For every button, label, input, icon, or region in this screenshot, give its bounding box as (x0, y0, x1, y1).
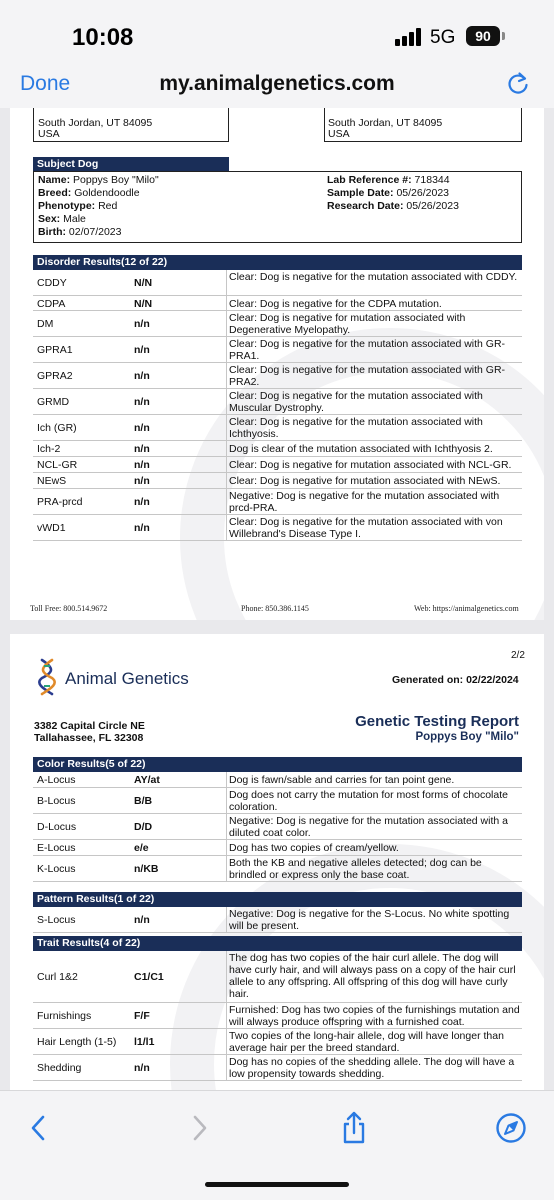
result-description: Clear: Dog is negative for the mutation associated with Muscular Dystrophy. (229, 390, 483, 414)
page-number: 2/2 (511, 650, 525, 661)
compass-icon[interactable] (494, 1111, 528, 1145)
url-label[interactable]: my.animalgenetics.com (159, 72, 395, 95)
result-row (33, 311, 522, 337)
result-genotype: n/n (134, 1062, 150, 1074)
result-name: DM (37, 318, 54, 330)
result-genotype: N/N (134, 277, 153, 289)
result-genotype: n/n (134, 422, 150, 434)
result-genotype: n/n (134, 914, 150, 926)
footer-phone: Phone: 850.386.1145 (241, 604, 309, 613)
result-description: Clear: Dog is negative for the mutation associated with GR-PRA1. (229, 338, 506, 362)
result-description: Dog does not carry the mutation for most forms of chocolate coloration. (229, 789, 508, 813)
result-name: Ich-2 (37, 443, 61, 455)
column-divider (226, 311, 227, 336)
lab-address-line2: Tallahassee, FL 32308 (34, 732, 144, 744)
result-genotype: n/n (134, 318, 150, 330)
subject-field (38, 187, 140, 199)
subject-field-label: Breed: (38, 187, 72, 199)
column-divider (226, 814, 227, 839)
subject-field (38, 226, 121, 238)
result-description: Dog is clear of the mutation associated with Ichthyosis 2. (229, 443, 493, 455)
result-row (33, 489, 522, 515)
subject-field-value: Male (63, 213, 86, 225)
result-description: The dog has two copies of the hair curl allele. The dog will have curly hair, and will always pass on a copy of the hair curl allele to any offspring. All offspring of this dog will have curly hair. (229, 952, 516, 1000)
subject-field-label: Birth: (38, 226, 66, 238)
result-row (33, 788, 522, 814)
result-description: Clear: Dog is negative for the mutation associated with GR-PRA2. (229, 364, 506, 388)
subject-field-label: Name: (38, 174, 71, 186)
result-genotype: N/N (134, 298, 153, 310)
result-row (33, 1055, 522, 1081)
owner-address-left-line2: USA (38, 128, 60, 140)
result-name: GPRA2 (37, 370, 73, 382)
reload-icon[interactable] (505, 70, 531, 98)
nav-bar (0, 66, 554, 108)
result-description: Dog is fawn/sable and carries for tan point gene. (229, 774, 455, 786)
result-description: Dog has two copies of cream/yellow. (229, 842, 399, 854)
result-row (33, 772, 522, 788)
subject-field-value: Goldendoodle (74, 187, 140, 199)
result-genotype: B/B (134, 795, 153, 807)
subject-field (327, 174, 450, 186)
result-description: Dog has no copies of the shedding allele. The dog will have a low propensity towards shedding. (229, 1056, 515, 1080)
result-genotype: n/n (134, 370, 150, 382)
subject-field-label: Phenotype: (38, 200, 96, 212)
result-description: Clear: Dog is negative for the mutation associated with Ichthyosis. (229, 416, 483, 440)
result-description: Furnished: Dog has two copies of the furnishings mutation and will always produce offspring with a furnished coat. (229, 1004, 520, 1028)
subject-field (327, 200, 459, 212)
result-description: Clear: Dog is negative for mutation associated with NCL-GR. (229, 459, 512, 471)
column-divider (226, 296, 227, 310)
column-divider (226, 951, 227, 1002)
subject-field-value: 718344 (414, 174, 450, 186)
column-divider (226, 772, 227, 787)
result-name: CDDY (37, 277, 67, 289)
result-row (33, 473, 522, 489)
report-page-2 (10, 634, 544, 1090)
result-genotype: e/e (134, 842, 149, 854)
result-genotype: AY/at (134, 774, 160, 786)
chevron-right-icon[interactable] (182, 1111, 216, 1145)
disorder-results-header: Disorder Results(12 of 22) (33, 255, 522, 270)
subject-field-value: Poppys Boy "Milo" (73, 174, 159, 186)
column-divider (226, 363, 227, 388)
subject-field (327, 187, 449, 199)
column-divider (226, 515, 227, 540)
result-name: NCL-GR (37, 459, 78, 471)
trait-results-header: Trait Results(4 of 22) (33, 936, 522, 951)
result-row (33, 1029, 522, 1055)
result-row (33, 415, 522, 441)
column-divider (226, 489, 227, 514)
result-genotype: n/n (134, 344, 150, 356)
result-name: K-Locus (37, 863, 76, 875)
result-row (33, 337, 522, 363)
column-divider (226, 1055, 227, 1080)
owner-address-left-line1: South Jordan, UT 84095 (38, 117, 153, 129)
footer-web: Web: https://animalgenetics.com (414, 604, 519, 613)
result-description: Clear: Dog is negative for the mutation associated with CDDY. (229, 271, 518, 283)
result-row (33, 363, 522, 389)
result-row (33, 907, 522, 933)
result-row (33, 856, 522, 882)
result-name: B-Locus (37, 795, 76, 807)
result-genotype: n/n (134, 496, 150, 508)
result-name: Furnishings (37, 1010, 92, 1022)
result-name: GRMD (37, 396, 70, 408)
result-name: NEwS (37, 475, 67, 487)
column-divider (226, 840, 227, 855)
subject-field-label: Lab Reference #: (327, 174, 412, 186)
subject-field-value: Red (98, 200, 118, 212)
result-genotype: C1/C1 (134, 971, 164, 983)
result-name: vWD1 (37, 522, 66, 534)
owner-address-right-line1: South Jordan, UT 84095 (328, 117, 443, 129)
result-name: Shedding (37, 1062, 82, 1074)
report-title: Genetic Testing Report (355, 713, 519, 730)
column-divider (226, 441, 227, 456)
result-name: A-Locus (37, 774, 76, 786)
result-genotype: n/KB (134, 863, 159, 875)
result-description: Clear: Dog is negative for the CDPA mutation. (229, 298, 442, 310)
chevron-left-icon[interactable] (22, 1111, 56, 1145)
result-name: Curl 1&2 (37, 971, 78, 983)
color-results-header: Color Results(5 of 22) (33, 757, 522, 772)
result-name: GPRA1 (37, 344, 73, 356)
result-genotype: n/n (134, 443, 150, 455)
result-row (33, 389, 522, 415)
result-genotype: n/n (134, 396, 150, 408)
result-row (33, 1003, 522, 1029)
battery-nub (502, 32, 505, 40)
subject-field-value: 05/26/2023 (396, 187, 450, 199)
column-divider (226, 907, 227, 932)
signal-icon (395, 28, 423, 46)
result-row (33, 270, 522, 296)
column-divider (226, 415, 227, 440)
status-bar (0, 0, 554, 66)
subject-field (38, 174, 159, 186)
result-name: S-Locus (37, 914, 76, 926)
result-genotype: n/n (134, 459, 150, 471)
result-genotype: D/D (134, 821, 153, 833)
report-page-1 (10, 108, 544, 620)
column-divider (226, 389, 227, 414)
share-icon[interactable] (337, 1111, 371, 1145)
generated-date: Generated on: 02/22/2024 (392, 674, 519, 686)
result-name: D-Locus (37, 821, 77, 833)
column-divider (226, 1029, 227, 1054)
column-divider (226, 337, 227, 362)
done-button[interactable]: Done (20, 72, 71, 95)
subject-field-label: Sample Date: (327, 187, 394, 199)
result-description: Clear: Dog is negative for mutation associated with NEwS. (229, 475, 501, 487)
subject-field-label: Research Date: (327, 200, 404, 212)
result-row (33, 840, 522, 856)
network-label: 5G (430, 27, 456, 48)
pattern-results-header: Pattern Results(1 of 22) (33, 892, 522, 907)
result-description: Clear: Dog is negative for the mutation associated with von Willebrand's Disease Type I. (229, 516, 503, 540)
subject-field (38, 200, 117, 212)
dna-logo-icon (38, 658, 56, 696)
subject-dog-header: Subject Dog (33, 157, 229, 172)
result-row (33, 296, 522, 311)
result-description: Clear: Dog is negative for mutation associated with Degenerative Myelopathy. (229, 312, 466, 336)
result-name: CDPA (37, 298, 66, 310)
result-row (33, 951, 522, 1003)
battery-icon: 90 (466, 26, 500, 46)
result-genotype: l1/l1 (134, 1036, 155, 1048)
subject-field-value: 05/26/2023 (406, 200, 459, 212)
column-divider (226, 788, 227, 813)
result-description: Both the KB and negative alleles detected; dog can be brindled or express only the base coat. (229, 857, 482, 881)
subject-field-value: 02/07/2023 (68, 226, 122, 238)
column-divider (226, 856, 227, 881)
result-description: Negative: Dog is negative for the S-Locus. No white spotting will be present. (229, 908, 510, 932)
result-name: Hair Length (1-5) (37, 1036, 117, 1048)
subject-field-label: Sex: (38, 213, 61, 225)
column-divider (226, 457, 227, 472)
result-name: Ich (GR) (37, 422, 77, 434)
result-description: Negative: Dog is negative for the mutation associated with prcd-PRA. (229, 490, 500, 514)
result-description: Negative: Dog is negative for the mutation associated with a diluted coat color. (229, 815, 508, 839)
brand-name: Animal Genetics (65, 669, 189, 688)
result-name: PRA-prcd (37, 496, 83, 508)
lab-address-line1: 3382 Capital Circle NE (34, 720, 145, 732)
footer-toll-free: Toll Free: 800.514.9672 (30, 604, 108, 613)
result-genotype: n/n (134, 522, 150, 534)
report-dog-name: Poppys Boy "Milo" (415, 731, 519, 743)
home-indicator (205, 1182, 349, 1187)
result-row (33, 814, 522, 840)
column-divider (226, 1003, 227, 1028)
result-description: Two copies of the long-hair allele, dog will have longer than average hair per the breed standard. (229, 1030, 504, 1054)
result-row (33, 515, 522, 541)
subject-field (38, 213, 86, 225)
result-row (33, 441, 522, 457)
status-time: 10:08 (72, 24, 134, 51)
result-row (33, 457, 522, 473)
result-genotype: n/n (134, 475, 150, 487)
result-name: E-Locus (37, 842, 76, 854)
column-divider (226, 270, 227, 295)
column-divider (226, 473, 227, 488)
result-genotype: F/F (134, 1010, 150, 1022)
owner-address-right-line2: USA (328, 128, 350, 140)
